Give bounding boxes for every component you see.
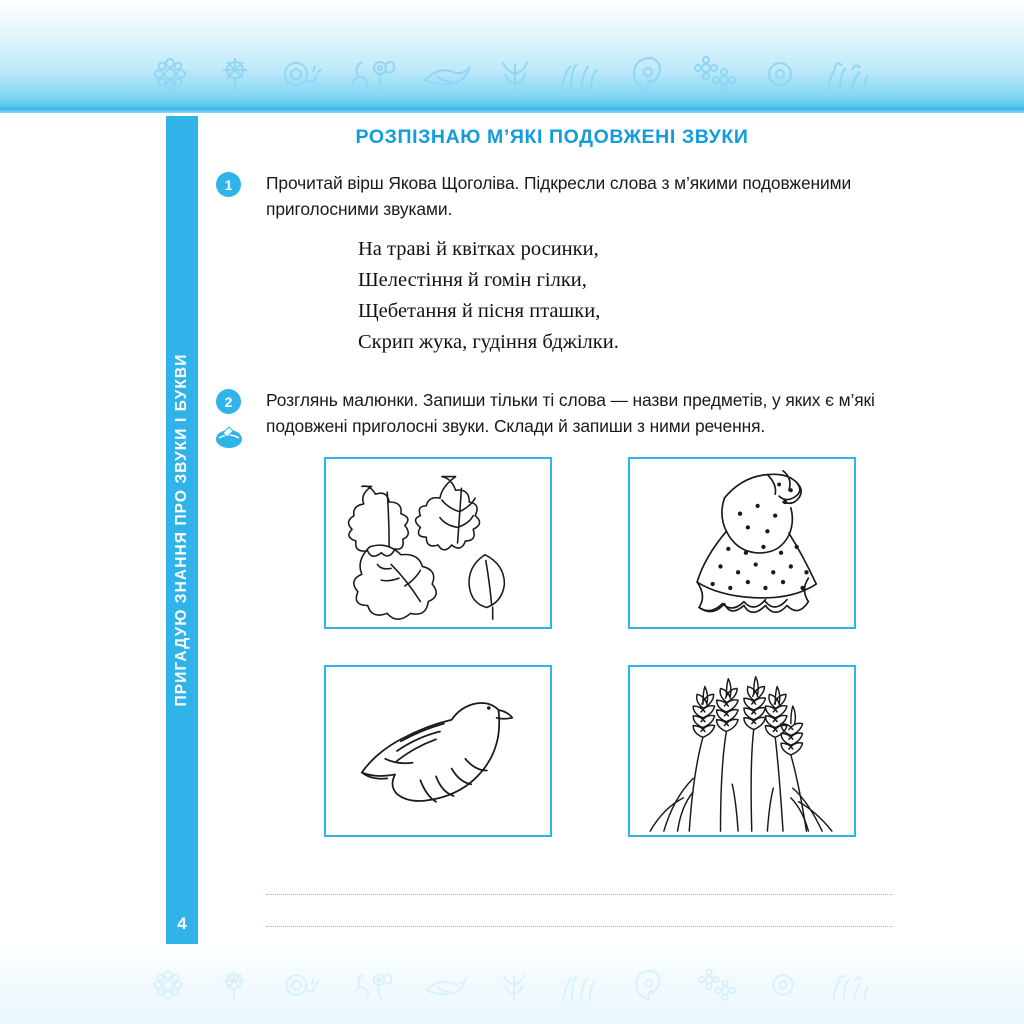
task-2 (212, 388, 892, 959)
dove-picture (324, 665, 552, 837)
flowers-icon (696, 967, 738, 1008)
grass-icon (557, 54, 601, 99)
chapter-tab-label: ПРИГАДУЮ ЗНАННЯ ПРО ЗВУКИ І БУКВИ (173, 353, 190, 707)
caterpillar-flower-icon (348, 54, 396, 99)
caterpillar-flower-icon (351, 967, 393, 1008)
page-number: 4 (177, 913, 187, 933)
head-profile-icon (629, 967, 665, 1008)
snail-spiral-icon (763, 54, 797, 99)
task-1-text: Прочитай вірш Якова Щоголіва. Підкресли слова з м’якими подовженими приголосними звуками. (266, 173, 852, 219)
picture-grid (324, 457, 892, 837)
task-1-number: 1 (216, 172, 241, 197)
page-title: РОЗПІЗНАЮ М’ЯКІ ПОДОВЖЕНІ ЗВУКИ (355, 126, 749, 148)
poem-line: На траві й квітках росинки, (358, 238, 599, 260)
flower-icon (150, 967, 186, 1008)
snail-spiral-icon (768, 967, 798, 1008)
flowers-icon (692, 54, 738, 99)
sprig-icon (498, 54, 532, 99)
dandelion-icon (216, 967, 252, 1008)
head-profile-icon (626, 54, 666, 99)
write-in-notebook-icon (214, 424, 244, 450)
task-1 (212, 171, 892, 358)
bottom-icon-strip (150, 966, 870, 1008)
poem-line: Скрип жука, гудіння бджілки. (358, 331, 619, 353)
wheat-ears-picture (628, 665, 856, 837)
dress-picture (628, 457, 856, 629)
grass-icon (559, 967, 599, 1008)
flower-icon (150, 54, 190, 99)
snail-icon (280, 54, 322, 99)
answer-line[interactable] (266, 863, 892, 895)
bird-icon (423, 967, 469, 1008)
dandelion-icon (215, 54, 255, 99)
top-icon-strip (150, 52, 870, 100)
reeds-icon (828, 967, 870, 1008)
poem-line: Щебетання й пісня пташки, (358, 300, 601, 322)
chapter-tab (166, 116, 198, 944)
task-2-number: 2 (216, 389, 241, 414)
main-content (212, 118, 892, 938)
reeds-icon (822, 54, 870, 99)
answer-line[interactable] (266, 895, 892, 927)
poem-line: Шелестіння й гомін гілки, (358, 269, 587, 291)
sprig-icon (499, 967, 529, 1008)
bird-icon (421, 54, 473, 99)
task-2-text: Розглянь малюнки. Запиши тільки ті слова — назви предметів, у яких є м’які подовжені приголосні звуки. Склади й запиши з ними речення. (266, 390, 875, 436)
top-band-edge (0, 108, 1024, 113)
snail-icon (282, 967, 320, 1008)
leaves-picture (324, 457, 552, 629)
poem (358, 234, 892, 358)
